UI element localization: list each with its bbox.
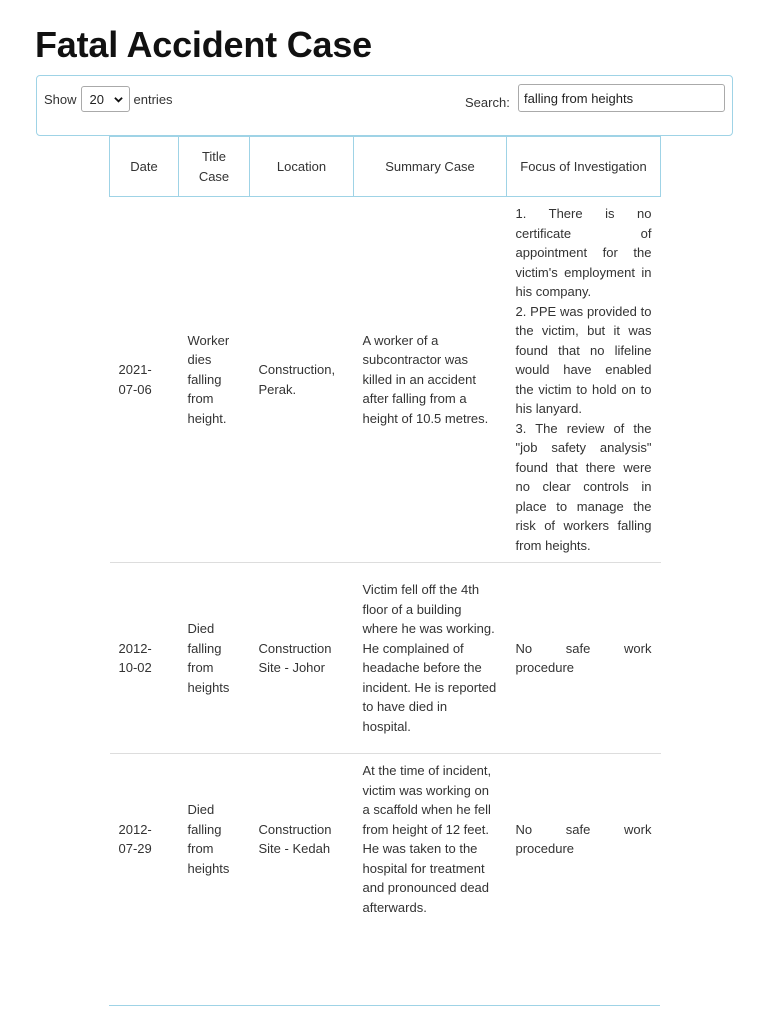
column-header-focus-of-investigation[interactable]: Focus of Investigation [507, 137, 661, 197]
cell-location: Construction Site - Kedah [258, 821, 332, 856]
cell-title-case: Died falling from heights [179, 563, 250, 754]
entries-select-value: 20 [89, 91, 104, 107]
cell-title-case: Died falling from heights [187, 802, 230, 876]
cell-focus-of-investigation [507, 563, 661, 754]
show-label: Show [44, 91, 77, 107]
entries-label: entries [133, 91, 173, 107]
table-body [110, 197, 661, 925]
table-controls [36, 75, 733, 136]
search-label: Search: [465, 95, 510, 110]
cell-location: Construction Site - Johor [250, 563, 354, 754]
focus-item: No safe work procedure [515, 821, 652, 856]
cell-date: 2012-10-02 [110, 563, 179, 754]
cell-focus-of-investigation [507, 197, 661, 563]
column-header-location[interactable]: Location [250, 137, 354, 197]
entries-select[interactable] [81, 86, 130, 112]
cell-focus-of-investigation [507, 754, 661, 925]
focus-item: No safe work procedure [515, 640, 652, 675]
column-header-date[interactable]: Date [110, 137, 179, 197]
column-header-title-case[interactable]: Title Case [179, 137, 250, 197]
cell-summary-case: Victim fell off the 4th floor of a building where he was working. He complained of headache before the incident. He is reported to have died in hospital. [354, 563, 507, 754]
column-header-summary-case[interactable]: Summary Case [354, 137, 507, 197]
accident-table-container [109, 136, 660, 924]
table-row [110, 197, 661, 563]
focus-item: 3. The review of the "job safety analysis" found that there were no clear controls in place to manage the risk of workers falling from heights. [515, 420, 652, 553]
chevron-down-icon [114, 95, 123, 104]
accident-table [109, 136, 661, 924]
cell-date: 2021-07-06 [110, 197, 179, 563]
cell-location: Construction, Perak. [250, 197, 354, 563]
cell-summary-case: At the time of incident, victim was working on a scaffold when he fell from height of 12 feet. He was taken to the hospital for treatment and pronounced dead afterwards. [362, 763, 492, 915]
focus-item: 1. There is no certificate of appointment for the victim's employment in his company. [515, 206, 652, 299]
page-title: Fatal Accident Case [35, 24, 372, 65]
entries-length-control [44, 86, 173, 112]
table-header [110, 137, 661, 197]
cell-summary-case: A worker of a subcontractor was killed in an accident after falling from a height of 10.5 metres. [354, 197, 507, 563]
cell-date: 2012-07-29 [118, 821, 152, 856]
table-bottom-divider [109, 1005, 660, 1006]
cell-title-case: Worker dies falling from height. [179, 197, 250, 563]
focus-item: 2. PPE was provided to the victim, but it was found that no lifeline would have enabled the victim to hold on to his lanyard. [515, 303, 652, 416]
table-row [110, 754, 661, 925]
table-row [110, 563, 661, 754]
search-input[interactable] [518, 84, 725, 112]
